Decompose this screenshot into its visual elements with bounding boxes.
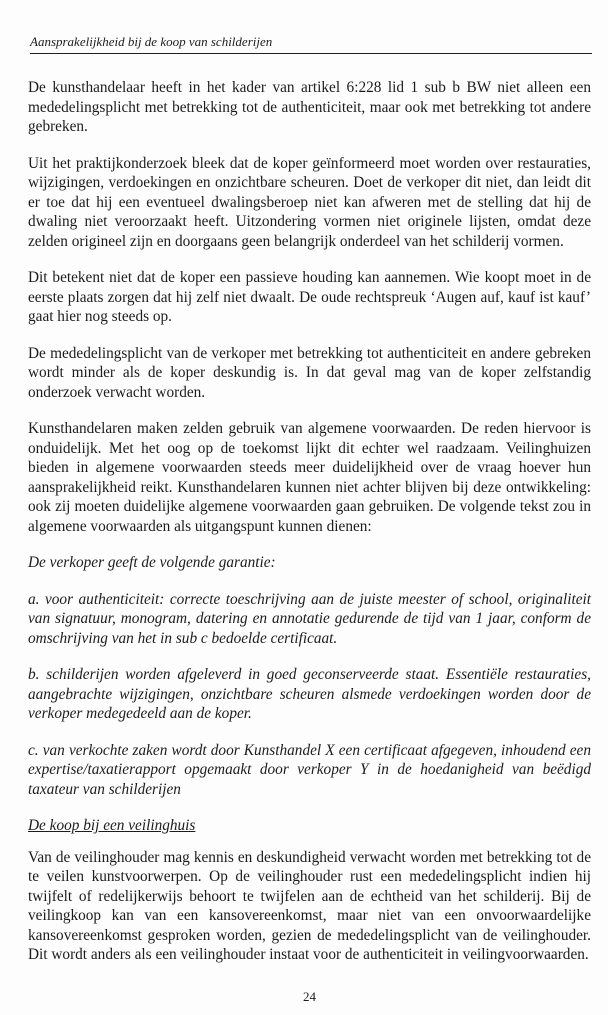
paragraph: Kunsthandelaren maken zelden gebruik van algemene voorwaarden. De reden hiervoor is onduidelijk. Met het oog op de toekomst lijkt dit echter wel raadzaam. Veilinghuizen bieden in algemene voorwaarden steeds meer duidelijkheid over de vraag hoever hun aansprakelijkheid reikt. Kunsthandelaren kunnen niet achter blijven bij deze ontwikkeling: ook zij moeten duidelijke algemene voorwaarden gaan gebruiken. De volgende tekst zou in algemene voorwaarden als uitgangspunt kunnen dienen: bbox=[28, 420, 591, 535]
guarantee-item-c: c. van verkochte zaken wordt door Kunsthandel X een certificaat afgegeven, inhoudend een expertise/taxatierapport opgemaakt door verkoper Y in de hoedanigheid van beëdigd taxateur van schilderijen bbox=[28, 741, 591, 798]
running-header: Aansprakelijkheid bij de koop van schilderijen bbox=[30, 34, 592, 54]
page-number: 24 bbox=[303, 988, 316, 1004]
page-body bbox=[28, 78, 591, 965]
paragraph: Van de veilinghouder mag kennis en deskundigheid verwacht worden met betrekking tot de te veilen kunstvoorwerpen. Op de veilinghouder rust een mededelingsplicht indien hij twijfelt of redelijkerwijs behoort te twijfelen aan de echtheid van het schilderij. Bij de veilingkoop kan van een kansovereenkomst, maar niet van een onvoorwaardelijke kansovereenkomst gesproken worden, gezien de mededelingsplicht van de veilinghouder. Dit wordt anders als een veilinghouder instaat voor de authenticiteit in veilingvoorwaarden. bbox=[28, 848, 591, 963]
paragraph: De mededelingsplicht van de verkoper met betrekking tot authenticiteit en andere gebreken wordt minder als de koper deskundig is. In dat geval mag van de koper zelfstandig onderzoek verwacht worden. bbox=[28, 344, 591, 401]
guarantee-intro: De verkoper geeft de volgende garantie: bbox=[28, 554, 276, 571]
guarantee-item-b: b. schilderijen worden afgeleverd in goed geconserveerde staat. Essentiële restauraties, aangebrachte wijzigingen, onzichtbare scheuren alsmede verdoekingen worden door de verkoper medegedeeld aan de koper. bbox=[28, 666, 591, 722]
paragraph: Uit het praktijkonderzoek bleek dat de koper geïnformeerd moet worden over restauraties, wijzigingen, verdoekingen en onzichtbare scheuren. Doet de verkoper dit niet, dan leidt dit er toe dat hij een eventueel dwalingsberoep niet kan afweren met de stelling dat hij de dwaling niet veroorzaakt heeft. Uitzondering vormen niet originele lijsten, omdat deze zelden origineel zijn en doorgaans geen belangrijk onderdeel van het schilderij vormen. bbox=[28, 154, 591, 250]
section-heading: De koop bij een veilinghuis bbox=[28, 817, 196, 834]
guarantee-item-a: a. voor authenticiteit: correcte toeschrijving aan de juiste meester of school, originaliteit van signatuur, monogram, datering en annotatie gedurende de tijd van 1 jaar, conform de omschrijving van het in sub c bedoelde certificaat. bbox=[28, 590, 591, 647]
paragraph: Dit betekent niet dat de koper een passieve houding kan aannemen. Wie koopt moet in de eerste plaats zorgen dat hij zelf niet dwaalt. De oude rechtspreuk ‘Augen auf, kauf ist kauf’ gaat hier nog steeds op. bbox=[28, 269, 591, 325]
paragraph: De kunsthandelaar heeft in het kader van artikel 6:228 lid 1 sub b BW niet alleen een mededelingsplicht met betrekking tot de authenticiteit, maar ook met betrekking tot andere gebreken. bbox=[28, 79, 591, 135]
